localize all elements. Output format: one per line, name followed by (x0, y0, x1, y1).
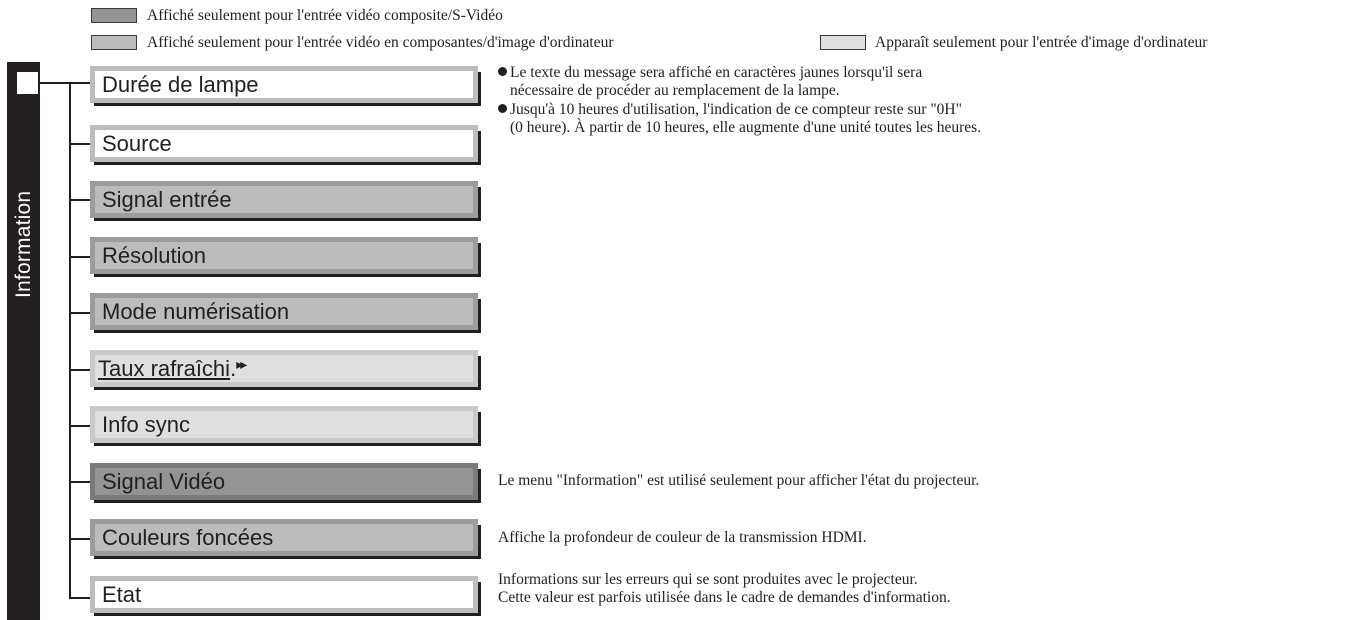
label-suffix: . (230, 356, 237, 381)
note-etat (498, 571, 951, 607)
tree-branch (69, 481, 90, 483)
menu-item-label: Info sync (102, 412, 191, 437)
menu-item-label: Résolution (102, 243, 206, 268)
tree-branch (69, 312, 90, 314)
tree-branch (69, 425, 90, 427)
menu-item-etat[interactable] (90, 576, 478, 613)
tree-trunk (69, 82, 71, 599)
menu-item-resolution[interactable] (90, 237, 478, 274)
tree-branch (69, 538, 90, 540)
sidebar-title-text: Information (11, 190, 35, 298)
menu-item-label: Signal entrée (102, 187, 232, 212)
note-lamp-bullet-2 (498, 101, 981, 137)
legend-text-computer: Apparaît seulement pour l'entrée d'image d'ordinateur (875, 34, 1208, 51)
glossary-link[interactable]: Taux rafraîchi (98, 356, 231, 381)
glossary-reference-icon: ▸▸ (236, 356, 245, 372)
note-signal-video: Le menu "Information" est utilisé seulement pour afficher l'état du projecteur. (498, 472, 980, 489)
legend-text-component: Affiché seulement pour l'entrée vidéo en composantes/d'image d'ordinateur (147, 34, 614, 51)
legend-text-composite: Affiché seulement pour l'entrée vidéo composite/S-Vidéo (147, 7, 503, 24)
tree-connector-root (40, 82, 90, 84)
menu-item-info-sync[interactable] (90, 406, 478, 443)
information-sidebar (7, 62, 40, 620)
bullet-icon (498, 104, 507, 113)
menu-item-signal-entree[interactable] (90, 181, 478, 218)
note-text: Le texte du message sera affiché en caractères jaunes lorsqu'il sera (510, 64, 923, 81)
sidebar-title (7, 102, 40, 302)
note-text: nécessaire de procéder au remplacement de la lampe. (510, 82, 840, 99)
note-text: Jusqu'à 10 heures d'utilisation, l'indication de ce compteur reste sur "0H" (510, 101, 962, 118)
menu-item-source[interactable] (90, 125, 478, 162)
legend-swatch-computer (820, 35, 866, 50)
tree-branch (69, 369, 90, 371)
menu-item-label: Source (102, 131, 172, 156)
menu-item-label: Signal Vidéo (102, 469, 226, 494)
menu-item-duree-de-lampe[interactable] (90, 66, 478, 103)
legend-swatch-component (91, 35, 137, 50)
tree-branch (69, 199, 90, 201)
bullet-icon (498, 67, 507, 76)
menu-item-label: Durée de lampe (102, 72, 259, 97)
menu-item-label: Couleurs foncées (102, 525, 274, 550)
note-couleurs-foncees: Affiche la profondeur de couleur de la transmission HDMI. (498, 529, 867, 546)
menu-item-label (98, 356, 244, 381)
legend-swatch-composite (91, 8, 137, 23)
tree-branch (69, 256, 90, 258)
note-lamp-bullet-1 (498, 64, 922, 100)
note-text: Cette valeur est parfois utilisée dans le cadre de demandes d'information. (498, 589, 951, 606)
menu-item-mode-numerisation[interactable] (90, 293, 478, 330)
tree-branch (69, 143, 90, 145)
menu-item-taux-rafraichi[interactable] (90, 350, 478, 387)
note-text: Informations sur les erreurs qui se sont produites avec le projecteur. (498, 571, 918, 588)
note-text: (0 heure). À partir de 10 heures, elle augmente d'une unité toutes les heures. (510, 119, 982, 136)
menu-item-label: Mode numérisation (102, 299, 290, 324)
menu-item-signal-video[interactable] (90, 463, 478, 500)
menu-item-couleurs-foncees[interactable] (90, 519, 478, 556)
tree-branch (69, 597, 90, 599)
menu-item-label: Etat (102, 582, 142, 607)
menu-square-icon (17, 72, 38, 94)
